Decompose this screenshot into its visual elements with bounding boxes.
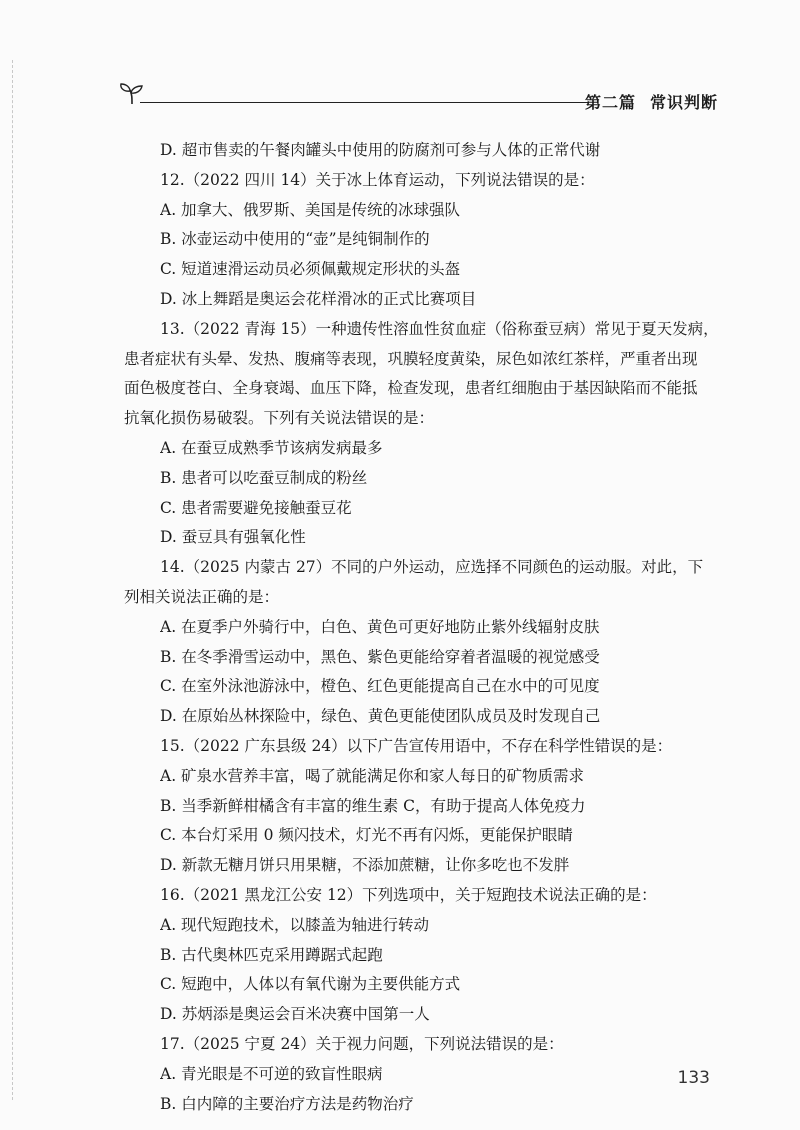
- question-line: 15.（2022 广东县级 24）以下广告宣传用语中，不存在科学性错误的是：: [160, 736, 673, 755]
- answer-option: D. 蚕豆具有强氧化性: [160, 528, 306, 547]
- question-stem: [160, 170, 720, 190]
- answer-option: B. 古代奥林匹克采用蹲踞式起跑: [160, 945, 383, 964]
- question-line: 12.（2022 四川 14）关于冰上体育运动，下列说法错误的是：: [160, 170, 595, 189]
- answer-option: A. 在蚕豆成熟季节该病发病最多: [160, 438, 383, 457]
- page-content: [124, 140, 720, 1123]
- question-stem: [124, 557, 720, 607]
- answer-option: D. 冰上舞蹈是奥运会花样滑冰的正式比赛项目: [160, 289, 477, 308]
- answer-option: A. 在夏季户外骑行中，白色、黄色可更好地防止紫外线辐射皮肤: [160, 617, 600, 636]
- question-line: 17.（2025 宁夏 24）关于视力问题，下列说法错误的是：: [160, 1034, 564, 1053]
- header-title: [585, 90, 718, 113]
- answer-option: B. 冰壶运动中使用的“壶”是纯铜制作的: [160, 230, 430, 249]
- question-line: 抗氧化损伤易破裂。下列有关说法错误的是：: [124, 409, 435, 428]
- header-rule: [140, 102, 588, 103]
- answer-option: D. 新款无糖月饼只用果糖，不添加蔗糖，让你多吃也不发胖: [160, 856, 570, 875]
- binding-margin-marks: [12, 60, 15, 1100]
- page-number: 133: [677, 1068, 710, 1088]
- answer-option: A. 加拿大、俄罗斯、美国是传统的冰球强队: [160, 200, 461, 219]
- answer-option: A. 矿泉水营养丰富，喝了就能满足你和家人每日的矿物质需求: [160, 766, 585, 785]
- answer-option: B. 患者可以吃蚕豆制成的粉丝: [160, 468, 368, 487]
- question-stem: [124, 319, 720, 428]
- header-section: 常识判断: [649, 93, 718, 112]
- answer-option: C. 患者需要避免接触蚕豆花: [160, 498, 352, 517]
- running-header: [118, 82, 718, 112]
- answer-option: B. 白内障的主要治疗方法是药物治疗: [160, 1094, 414, 1113]
- question-stem: [160, 1034, 720, 1054]
- answer-option: B. 在冬季滑雪运动中，黑色、紫色更能给穿着者温暖的视觉感受: [160, 647, 600, 666]
- question-line: 13.（2022 青海 15）一种遗传性溶血性贫血症（俗称蚕豆病）常见于夏天发病，: [160, 319, 719, 338]
- answer-option: D. 苏炳添是奥运会百米决赛中国第一人: [160, 1005, 430, 1024]
- answer-option: D. 超市售卖的午餐肉罐头中使用的防腐剂可参与人体的正常代谢: [160, 141, 601, 159]
- question-line: 患者症状有头晕、发热、腹痛等表现，巩膜轻度黄染，尿色如浓红茶样，严重者出现: [124, 349, 698, 368]
- answer-option: C. 短跑中，人体以有氧代谢为主要供能方式: [160, 975, 461, 994]
- question-line: 16.（2021 黑龙江公安 12）下列选项中，关于短跑技术说法正确的是：: [160, 885, 657, 904]
- question-line: 14.（2025 内蒙古 27）不同的户外运动，应选择不同颜色的运动服。对此，下: [160, 558, 704, 577]
- question-line: 列相关说法正确的是：: [124, 587, 280, 606]
- answer-option: C. 在室外泳池游泳中，橙色、红色更能提高自己在水中的可见度: [160, 677, 600, 696]
- answer-option: D. 在原始丛林探险中，绿色、黄色更能使团队成员及时发现自己: [160, 707, 601, 726]
- question-line: 面色极度苍白、全身衰竭、血压下降，检查发现，患者红细胞由于基因缺陷而不能抵: [124, 379, 698, 398]
- header-part: 第二篇: [584, 93, 636, 112]
- answer-option: A. 现代短跑技术，以膝盖为轴进行转动: [160, 915, 430, 934]
- answer-option: C. 短道速滑运动员必须佩戴规定形状的头盔: [160, 260, 461, 279]
- answer-option: B. 当季新鲜柑橘含有丰富的维生素 C，有助于提高人体免疫力: [160, 796, 586, 815]
- question-stem: [160, 885, 720, 905]
- answer-option: C. 本台灯采用 0 频闪技术，灯光不再有闪烁，更能保护眼睛: [160, 826, 573, 845]
- answer-option: A. 青光眼是不可逆的致盲性眼病: [160, 1064, 383, 1083]
- question-stem: [160, 736, 720, 756]
